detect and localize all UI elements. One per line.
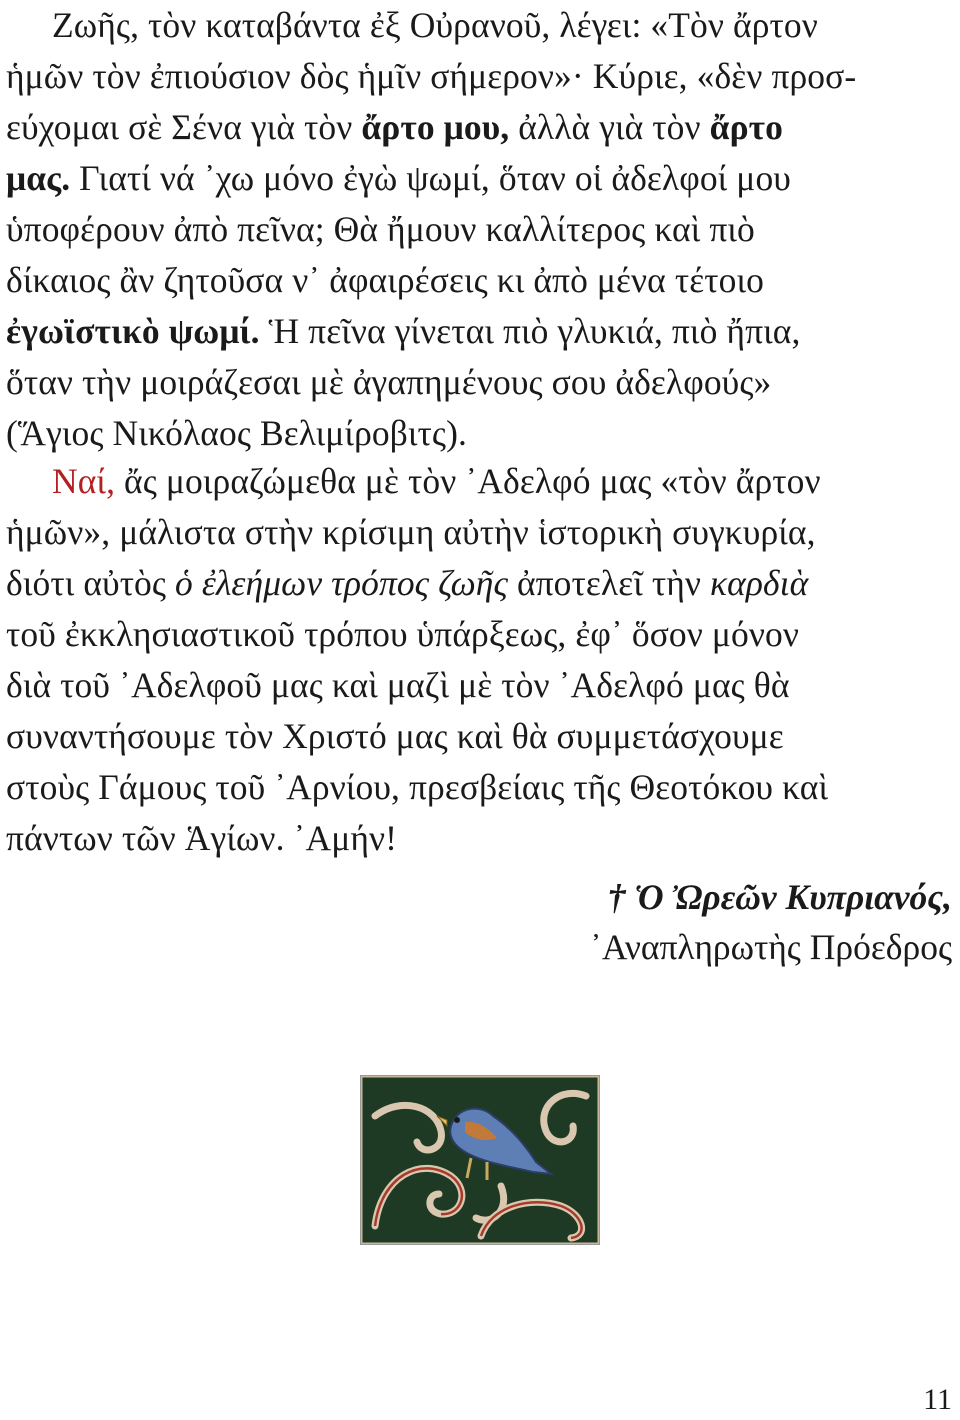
bold-phrase: ἄρτο μου,	[361, 107, 510, 147]
text-line: τοῦ ἐκκλησιαστικοῦ τρόπου ὑπάρξεως, ἐφ᾿ ὅσον μόνον	[6, 614, 800, 654]
italic-phrase: καρδιὰ	[710, 563, 809, 603]
bird-ornament-image	[360, 1075, 600, 1245]
text-line: εύχομαι σὲ Σένα γιὰ τὸν ἄρτο μου, ἀλλὰ γιὰ τὸν ἄρτο	[6, 107, 783, 147]
text-line: Ναί, ἄς μοιραζώμεθα μὲ τὸν ᾿Αδελφό μας «τὸν ἄρτον	[52, 461, 821, 501]
text-line: πάντων τῶν Ἁγίων. ᾿Αμήν!	[6, 818, 398, 858]
text-line: δίκαιος ἂν ζητοῦσα ν᾿ ἀφαιρέσεις κι ἀπὸ μένα τέτοιο	[6, 260, 764, 300]
bold-phrase: ἐγωϊστικὸ ψωμί.	[6, 311, 260, 351]
bold-phrase: ἄρτο	[709, 107, 783, 147]
text-line: διότι αὐτὸς ὁ ἐλεήμων τρόπος ζωῆς ἀποτελεῖ τὴν καρδιὰ	[6, 563, 809, 603]
bold-phrase: μας.	[6, 158, 71, 198]
page-number: 11	[923, 1383, 952, 1416]
text-line: μας. Γιατί νά ᾿χω μόνο ἐγὼ ψωμί, ὅταν οἱ ἀδελφοί μου	[6, 158, 791, 198]
text-line: (Ἅγιος Νικόλαος Βελιμίροβιτς).	[6, 413, 467, 453]
paragraph-1	[6, 0, 956, 459]
signature-name: † Ὁ Ὠρεῶν Κυπριανός,	[607, 877, 952, 917]
text-line: Ζωῆς, τὸν καταβάντα ἐξ Οὐρανοῦ, λέγει: «Τὸν ἄρτον	[52, 5, 818, 45]
text-line: στοὺς Γάμους τοῦ ᾿Αρνίου, πρεσβείαις τῆς Θεοτόκου καὶ	[6, 767, 829, 807]
text-line: ἐγωϊστικὸ ψωμί. Ἡ πεῖνα γίνεται πιὸ γλυκιά, πιὸ ἤπια,	[6, 311, 801, 351]
text-line: διὰ τοῦ ᾿Αδελφοῦ μας καὶ μαζὶ μὲ τὸν ᾿Αδελφό μας θὰ	[6, 665, 790, 705]
text-line: συναντήσουμε τὸν Χριστό μας καὶ θὰ συμμετάσχουμε	[6, 716, 784, 756]
text-line: ἡμῶν τὸν ἐπιούσιον δὸς ἡμῖν σήμερον»· Κύριε, «δὲν προσ-	[6, 56, 857, 96]
signature-title: ᾿Αναπληρωτὴς Πρόεδρος	[590, 927, 952, 967]
paragraph-2	[6, 456, 956, 864]
bird-ornament-icon	[361, 1076, 599, 1244]
text-line: ὅταν τὴν μοιράζεσαι μὲ ἀγαπημένους σου ἀδελφούς»	[6, 362, 772, 402]
text-line: ἡμῶν», μάλιστα στὴν κρίσιμη αὐτὴν ἱστορικὴ συγκυρία,	[6, 512, 816, 552]
text-line: ὑποφέρουν ἀπὸ πεῖνα; Θὰ ἤμουν καλλίτερος καὶ πιὸ	[6, 209, 755, 249]
italic-phrase: ὁ ἐλεήμων τρόπος ζωῆς	[175, 563, 508, 603]
red-initial-word: Ναί,	[52, 461, 116, 501]
